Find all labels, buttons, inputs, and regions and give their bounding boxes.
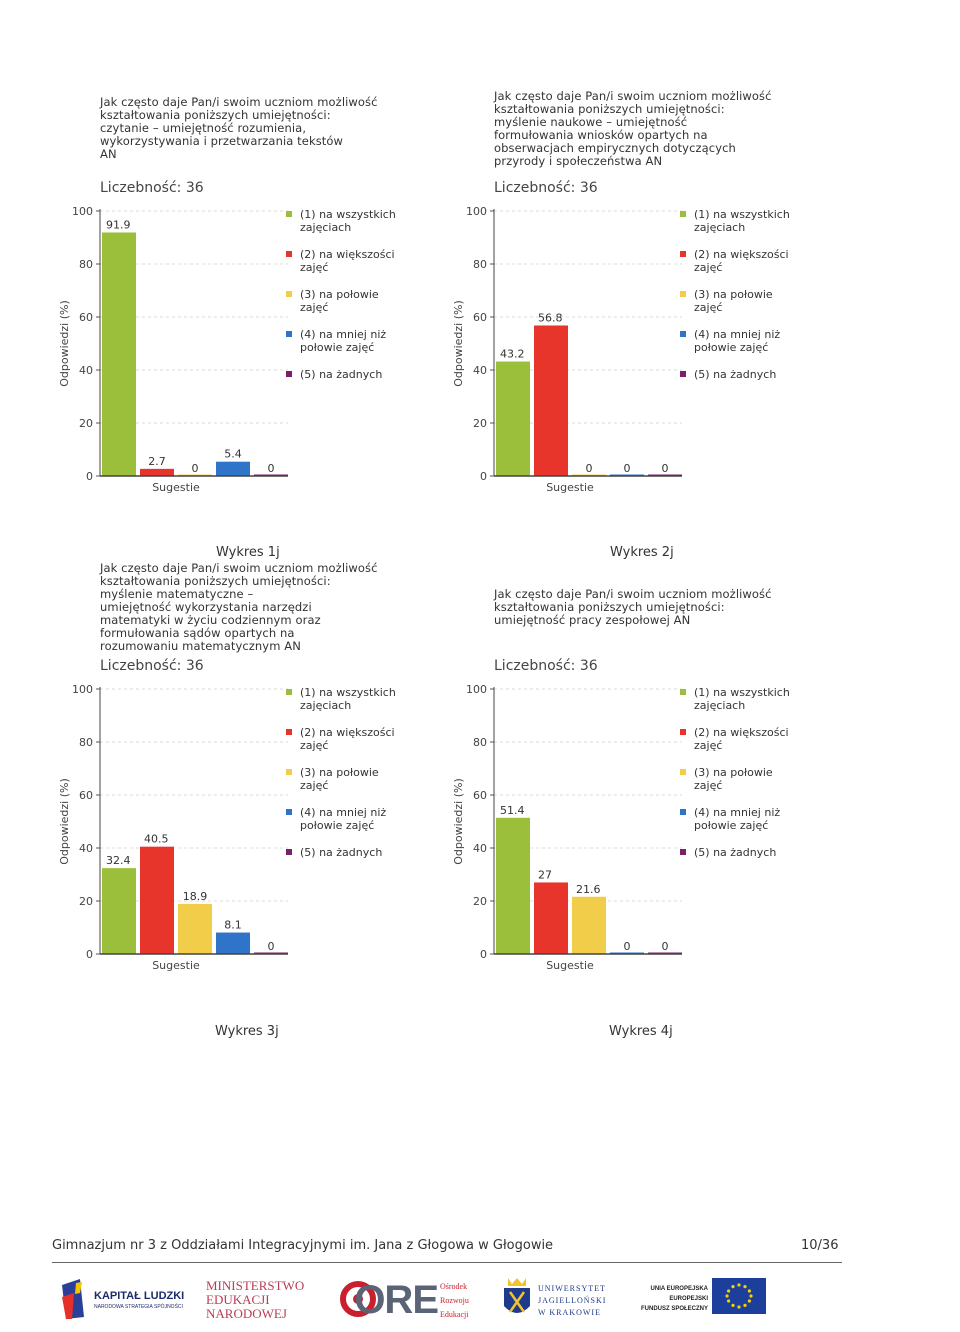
uj-logo	[500, 1272, 624, 1326]
legend-item	[286, 846, 416, 859]
men-line-2: EDUKACJI	[206, 1292, 270, 1307]
legend-item	[680, 288, 810, 314]
footer-divider	[52, 1262, 842, 1263]
legend-item	[286, 248, 416, 274]
y-tick-label: 100	[72, 683, 93, 696]
legend-label: (5) na żadnych	[694, 368, 777, 381]
sample-count: Liczebność: 36	[100, 180, 204, 196]
eu-logo	[636, 1272, 842, 1326]
legend-item	[286, 686, 416, 712]
y-tick-label: 0	[86, 948, 93, 961]
legend-item	[286, 288, 416, 314]
legend-item	[680, 328, 810, 354]
y-tick-label: 80	[79, 258, 93, 271]
chart-question: Jak często daje Pan/i swoim uczniom możliwość kształtowania poniższych umiejętności: myślenie naukowe – umiejętność formułowania wniosków opartych na obserwacjach empirycznych dotyczących przyrody i społeczeństwa AN	[494, 89, 772, 168]
chart-legend	[680, 208, 810, 395]
legend-swatch	[680, 689, 686, 695]
y-tick-label: 80	[473, 736, 487, 749]
legend-swatch	[286, 291, 292, 297]
sample-count: Liczebność: 36	[494, 658, 598, 674]
legend-swatch	[286, 689, 292, 695]
x-axis-label: Sugestie	[152, 959, 200, 972]
legend-label: (2) na większości zajęć	[694, 248, 789, 274]
kapital-ludzki-title: KAPITAŁ LUDZKI	[94, 1290, 185, 1302]
uj-line-3: W KRAKOWIE	[538, 1308, 601, 1317]
y-tick-label: 20	[473, 417, 487, 430]
legend-swatch	[680, 331, 686, 337]
y-axis-label: Odpowiedzi (%)	[58, 300, 71, 387]
kapital-ludzki-logo	[60, 1272, 196, 1326]
men-line-3: NARODOWEJ	[206, 1306, 287, 1321]
legend-swatch	[286, 371, 292, 377]
bar-value-label: 32.4	[106, 854, 131, 868]
chart-legend	[680, 686, 810, 873]
bar	[216, 462, 250, 476]
legend-label: (3) na połowie zajęć	[300, 288, 379, 314]
bar-value-label: 40.5	[144, 832, 169, 846]
chart-caption: Wykres 4j	[609, 1024, 673, 1039]
legend-swatch	[680, 769, 686, 775]
uj-line-2: JAGIELLOŃSKI	[538, 1296, 607, 1305]
kapital-ludzki-subtitle: NARODOWA STRATEGIA SPÓJNOŚCI	[94, 1304, 183, 1310]
bar-chart	[446, 678, 686, 998]
sponsor-logos	[52, 1272, 842, 1328]
eu-line-1: UNIA EUROPEJSKA	[650, 1286, 708, 1292]
bar	[140, 469, 174, 476]
y-tick-label: 40	[473, 842, 487, 855]
y-tick-label: 20	[79, 895, 93, 908]
ore-line-3: Edukacji	[440, 1310, 469, 1319]
legend-label: (4) na mniej niż połowie zajęć	[694, 328, 781, 354]
legend-item	[680, 248, 810, 274]
legend-swatch	[680, 211, 686, 217]
legend-item	[286, 806, 416, 832]
bar-value-label: 0	[585, 462, 593, 475]
legend-label: (4) na mniej niż połowie zajęć	[300, 328, 387, 354]
bar	[102, 232, 136, 476]
chart-panel-2	[452, 89, 854, 560]
legend-label: (1) na wszystkich zajęciach	[694, 686, 790, 712]
legend-label: (3) na połowie zajęć	[694, 766, 773, 792]
legend-swatch	[680, 251, 686, 257]
legend-label: (3) na połowie zajęć	[694, 288, 773, 314]
y-tick-label: 0	[480, 948, 487, 961]
uj-line-1: UNIWERSYTET	[538, 1284, 606, 1293]
eu-line-3: FUNDUSZ SPOŁECZNY	[640, 1306, 708, 1312]
bar	[102, 868, 136, 954]
legend-item	[680, 368, 810, 381]
legend-label: (4) na mniej niż połowie zajęć	[300, 806, 387, 832]
bar-chart	[446, 200, 686, 520]
y-tick-label: 40	[473, 364, 487, 377]
ore-line-2: Rozwoju	[440, 1296, 469, 1305]
sample-count: Liczebność: 36	[494, 180, 598, 196]
bar	[496, 362, 530, 476]
bar-value-label: 0	[661, 462, 669, 475]
chart-question: Jak często daje Pan/i swoim uczniom możliwość kształtowania poniższych umiejętności: umiejętność pracy zespołowej AN	[494, 587, 772, 627]
legend-swatch	[680, 729, 686, 735]
legend-item	[680, 208, 810, 234]
legend-item	[680, 846, 810, 859]
y-tick-label: 60	[79, 311, 93, 324]
bar-value-label: 0	[661, 940, 669, 953]
x-axis-label: Sugestie	[546, 481, 594, 494]
chart-panel-3	[58, 561, 460, 1039]
chart-legend	[286, 686, 416, 873]
legend-label: (2) na większości zajęć	[300, 248, 395, 274]
legend-label: (1) na wszystkich zajęciach	[300, 208, 396, 234]
legend-item	[680, 726, 810, 752]
bar-value-label: 0	[623, 462, 631, 475]
bar	[216, 933, 250, 954]
legend-label: (1) na wszystkich zajęciach	[694, 208, 790, 234]
legend-swatch	[286, 251, 292, 257]
legend-item	[286, 726, 416, 752]
legend-label: (2) na większości zajęć	[694, 726, 789, 752]
eu-line-2: EUROPEJSKI	[669, 1296, 708, 1302]
bar-value-label: 0	[623, 940, 631, 953]
y-axis-label: Odpowiedzi (%)	[452, 300, 465, 387]
y-axis-label: Odpowiedzi (%)	[452, 778, 465, 865]
y-tick-label: 40	[79, 842, 93, 855]
legend-swatch	[286, 769, 292, 775]
ore-line-1: Ośrodek	[440, 1282, 468, 1291]
uj-crest-icon	[500, 1276, 534, 1322]
legend-label: (5) na żadnych	[300, 368, 383, 381]
legend-item	[286, 208, 416, 234]
bar	[534, 325, 568, 476]
bar-value-label: 5.4	[224, 447, 242, 461]
y-tick-label: 0	[480, 470, 487, 483]
bar-value-label: 0	[267, 940, 275, 953]
y-tick-label: 60	[79, 789, 93, 802]
y-tick-label: 100	[466, 205, 487, 218]
bar-value-label: 43.2	[500, 347, 525, 361]
men-logo	[204, 1272, 314, 1326]
kapital-ludzki-icon	[60, 1277, 86, 1321]
legend-swatch	[286, 809, 292, 815]
eu-flag-icon	[712, 1278, 766, 1314]
legend-item	[286, 368, 416, 381]
bar	[534, 882, 568, 954]
y-tick-label: 100	[72, 205, 93, 218]
y-tick-label: 20	[473, 895, 487, 908]
y-axis-label: Odpowiedzi (%)	[58, 778, 71, 865]
bar	[140, 847, 174, 954]
legend-item	[286, 328, 416, 354]
footer-school-name: Gimnazjum nr 3 z Oddziałami Integracyjnymi im. Jana z Głogowa w Głogowie	[52, 1238, 554, 1253]
y-tick-label: 100	[466, 683, 487, 696]
y-tick-label: 0	[86, 470, 93, 483]
legend-label: (5) na żadnych	[300, 846, 383, 859]
legend-swatch	[286, 331, 292, 337]
chart-panel-4	[452, 587, 854, 1039]
bar	[572, 897, 606, 954]
legend-label: (1) na wszystkich zajęciach	[300, 686, 396, 712]
men-line-1: MINISTERSTWO	[206, 1278, 305, 1293]
chart-question: Jak często daje Pan/i swoim uczniom możliwość kształtowania poniższych umiejętności: myślenie matematyczne – umiejętność wykorzystania narzędzi matematyki w życiu codziennym oraz formułowania sądów opartych na rozumowaniu matematycznym AN	[100, 561, 378, 653]
chart-question: Jak często daje Pan/i swoim uczniom możliwość kształtowania poniższych umiejętności: czytanie – umiejętność rozumienia, wykorzystywania i przetwarzania tekstów AN	[100, 95, 378, 161]
x-axis-label: Sugestie	[152, 481, 200, 494]
y-tick-label: 40	[79, 364, 93, 377]
legend-label: (3) na połowie zajęć	[300, 766, 379, 792]
y-tick-label: 60	[473, 789, 487, 802]
y-tick-label: 60	[473, 311, 487, 324]
bar-value-label: 0	[191, 462, 199, 475]
chart-caption: Wykres 3j	[215, 1024, 279, 1039]
chart-legend	[286, 208, 416, 395]
legend-item	[286, 766, 416, 792]
bar-value-label: 21.6	[576, 882, 601, 896]
legend-item	[680, 806, 810, 832]
legend-swatch	[680, 849, 686, 855]
bar	[178, 904, 212, 954]
legend-label: (2) na większości zajęć	[300, 726, 395, 752]
bar-value-label: 56.8	[538, 311, 563, 325]
legend-swatch	[286, 211, 292, 217]
chart-panel-1	[58, 95, 460, 560]
legend-swatch	[680, 809, 686, 815]
legend-label: (4) na mniej niż połowie zajęć	[694, 806, 781, 832]
sample-count: Liczebność: 36	[100, 658, 204, 674]
ore-wordmark: ORE	[354, 1278, 438, 1322]
bar-value-label: 91.9	[106, 218, 131, 232]
bar-chart	[52, 200, 292, 520]
legend-swatch	[286, 729, 292, 735]
bar-value-label: 51.4	[500, 803, 525, 817]
y-tick-label: 20	[79, 417, 93, 430]
legend-item	[680, 766, 810, 792]
ore-logo	[336, 1272, 486, 1326]
bar-value-label: 2.7	[148, 454, 166, 468]
legend-item	[680, 686, 810, 712]
chart-caption: Wykres 2j	[610, 545, 674, 560]
bar-value-label: 27	[538, 868, 552, 882]
bar-chart	[52, 678, 292, 998]
chart-caption: Wykres 1j	[216, 545, 280, 560]
legend-label: (5) na żadnych	[694, 846, 777, 859]
y-tick-label: 80	[79, 736, 93, 749]
bar	[496, 818, 530, 954]
legend-swatch	[286, 849, 292, 855]
legend-swatch	[680, 291, 686, 297]
x-axis-label: Sugestie	[546, 959, 594, 972]
bar-value-label: 8.1	[224, 918, 242, 932]
y-tick-label: 80	[473, 258, 487, 271]
legend-swatch	[680, 371, 686, 377]
bar-value-label: 18.9	[182, 889, 208, 903]
bar-value-label: 0	[267, 462, 275, 475]
footer-page-number: 10/36	[801, 1238, 839, 1253]
